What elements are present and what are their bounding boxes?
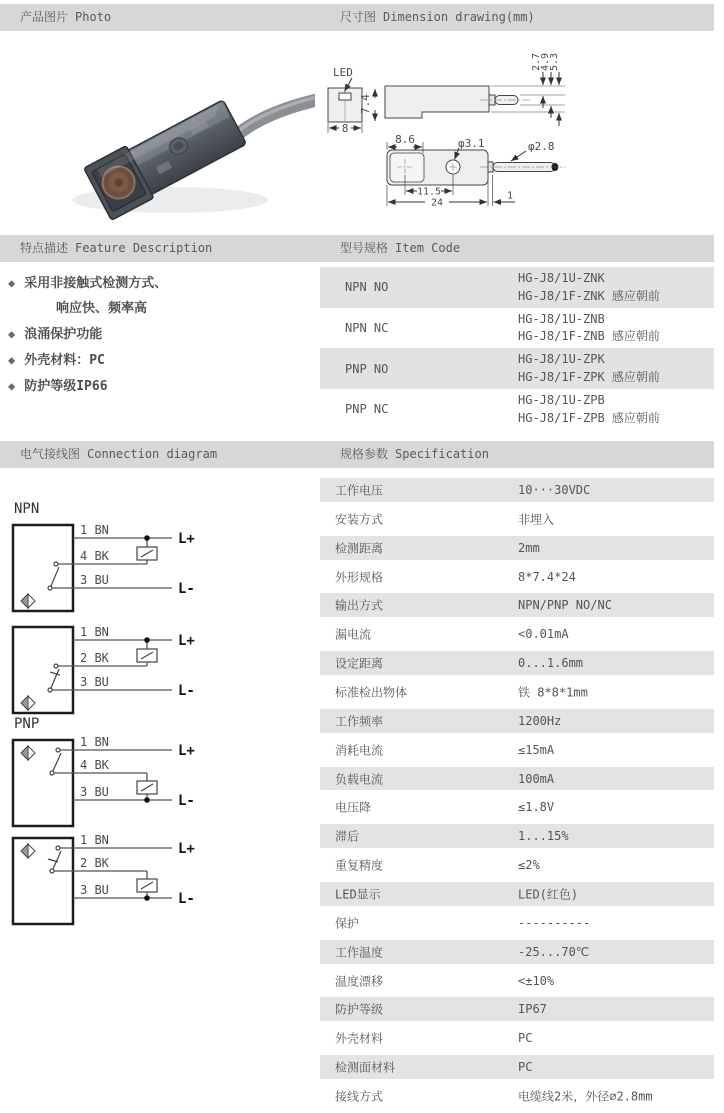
item-codes <box>518 392 660 427</box>
connection-title-en: Connection diagram <box>87 447 218 461</box>
item-code-line1: HG-J8/1U-ZNB <box>518 311 605 326</box>
spec-label: 工作电压 <box>335 483 384 498</box>
product-photo <box>5 42 315 227</box>
lminus-label: L- <box>178 581 195 597</box>
table-row <box>320 507 714 536</box>
dim-cable-dia: φ2.8 <box>528 140 555 153</box>
table-row <box>320 709 714 738</box>
spec-label: 外壳材料 <box>335 1031 384 1046</box>
table-row <box>320 593 714 622</box>
connection-title-zh: 电气接线图 <box>20 447 81 461</box>
dim-hole-dia: φ3.1 <box>458 137 485 150</box>
wire-label: 3 BU <box>80 883 109 897</box>
wire-label: 3 BU <box>80 785 109 799</box>
photo-title-en: Photo <box>75 10 112 24</box>
table-row <box>320 1055 714 1084</box>
spec-value: IP67 <box>518 1002 547 1017</box>
spec-label: 电压降 <box>335 800 372 815</box>
item-type: NPN NC <box>345 321 389 336</box>
junction-dot <box>144 895 150 901</box>
item-codes <box>518 351 660 386</box>
npn-group-label: NPN <box>14 501 40 517</box>
spec-value: 电缆线2米，外径∅2.8mm <box>518 1089 653 1104</box>
diamond-bullet-icon: ◆ <box>8 353 16 367</box>
table-row <box>320 969 714 998</box>
wiring-diagram-pnp-nc <box>10 831 240 931</box>
table-row <box>320 824 714 853</box>
spec-value: 2mm <box>518 540 540 555</box>
feature-bullet-1-text: 采用非接触式检测方式、 <box>24 276 168 291</box>
feature-title-zh: 特点描述 <box>20 241 69 255</box>
item-type: PNP NO <box>345 361 389 376</box>
feature-bullet-2-text: 浪涌保护功能 <box>24 327 103 342</box>
spec-value: ≤2% <box>518 858 540 873</box>
item-code-line2: HG-J8/1F-ZNK 感应朝前 <box>518 288 660 303</box>
wire-label: 1 BN <box>80 735 109 749</box>
wire-label: 4 BK <box>80 758 109 772</box>
table-row <box>320 853 714 882</box>
wire-label: 2 BK <box>80 856 109 870</box>
led-label: LED <box>333 66 353 79</box>
table-row <box>320 348 714 389</box>
spec-label: 重复精度 <box>335 858 384 873</box>
connection-section-title <box>20 441 217 468</box>
top-view-head <box>390 153 424 182</box>
table-row <box>320 536 714 565</box>
led-window <box>339 93 351 100</box>
feature-bullet-1-line2-text: 响应快、频率高 <box>56 301 148 316</box>
dimension-drawing <box>325 50 720 230</box>
table-row <box>320 651 714 680</box>
spec-label: 负载电流 <box>335 772 384 787</box>
itemcode-title-en: Item Code <box>395 241 461 255</box>
table-row <box>320 882 714 911</box>
feature-bullet-2 <box>8 323 102 342</box>
itemcode-title-zh: 型号规格 <box>340 241 389 255</box>
photo-section-title <box>20 4 111 31</box>
spec-label: 滞后 <box>335 829 360 844</box>
feature-bullet-1-line2 <box>56 297 147 316</box>
item-type: PNP NC <box>345 402 389 417</box>
table-row <box>320 267 714 308</box>
wiring-diagram-npn-nc <box>10 620 240 720</box>
spec-value: <±10% <box>518 973 555 988</box>
dimension-title-en: Dimension drawing(mm) <box>383 10 535 24</box>
feature-bullet-3-text: 外壳材料：PC <box>24 353 105 368</box>
junction-dot <box>144 797 150 803</box>
spec-title-zh: 规格参数 <box>340 447 389 461</box>
spec-value: ≤15mA <box>518 742 555 757</box>
item-code-line2: HG-J8/1F-ZPK 感应朝前 <box>518 369 660 384</box>
junction-dot <box>144 637 150 643</box>
table-row <box>320 911 714 940</box>
spec-label: 工作频率 <box>335 714 384 729</box>
spec-label: 检测距离 <box>335 541 384 556</box>
lminus-label: L- <box>178 891 195 907</box>
wire-label: 3 BU <box>80 675 109 689</box>
wiring-diagram-pnp-no <box>10 733 240 833</box>
lminus-label: L- <box>178 793 195 809</box>
spec-label: 外形规格 <box>335 570 384 584</box>
dimension-section-title <box>340 4 535 31</box>
item-code-table <box>320 267 714 430</box>
specification-table <box>320 478 714 1113</box>
table-row <box>320 1084 714 1113</box>
feature-section-title <box>20 235 212 262</box>
table-row <box>320 478 714 507</box>
spec-value: PC <box>518 1031 533 1046</box>
side-view-body <box>385 86 489 118</box>
spec-value: -25...70℃ <box>518 944 590 959</box>
dim-side-height: 7.4 <box>359 94 372 114</box>
spec-label: 设定距离 <box>335 656 384 671</box>
wiring-diagram-npn-no <box>10 518 240 618</box>
spec-label: LED显示 <box>335 887 381 902</box>
spec-value: LED(红色) <box>518 887 579 902</box>
spec-value: 非埋入 <box>518 512 555 527</box>
wire-label: 1 BN <box>80 523 109 537</box>
dim-body-length: 24 <box>430 197 444 209</box>
dim-offset3: 5.3 <box>549 52 560 72</box>
item-code-line1: HG-J8/1U-ZNK <box>518 271 605 285</box>
spec-value: <0.01mA <box>518 627 569 642</box>
table-row <box>320 308 714 349</box>
header-band-photo-dimension <box>0 4 714 31</box>
spec-label: 检测面材料 <box>335 1060 396 1075</box>
feature-bullet-4 <box>8 375 108 394</box>
table-row <box>320 997 714 1026</box>
spec-value: 铁 8*8*1mm <box>518 685 588 700</box>
spec-label: 消耗电流 <box>335 743 384 758</box>
cable-leader-arrow <box>511 151 526 161</box>
spec-section-title <box>340 441 489 468</box>
lplus-label: L+ <box>178 531 195 547</box>
wire-label: 3 BU <box>80 573 109 587</box>
item-type: NPN NO <box>345 280 389 295</box>
header-band-connection-spec <box>0 441 714 468</box>
spec-value: 10···30VDC <box>518 482 591 497</box>
wire-label: 1 BN <box>80 833 109 847</box>
item-code-line2: HG-J8/1F-ZPB 感应朝前 <box>518 410 660 425</box>
item-code-line1: HG-J8/1U-ZPB <box>518 393 605 408</box>
spec-value: ---------- <box>518 915 591 930</box>
lplus-label: L+ <box>178 841 195 857</box>
spec-value: 1...15% <box>518 829 569 844</box>
table-row <box>320 565 714 594</box>
spec-value: 0...1.6mm <box>518 656 584 671</box>
spec-label: 接线方式 <box>335 1089 384 1104</box>
item-code-line1: HG-J8/1U-ZPK <box>518 352 605 367</box>
dim-front-width: 8 <box>341 122 349 135</box>
spec-label: 温度漂移 <box>335 974 384 989</box>
junction-dot <box>144 535 150 541</box>
spec-label: 漏电流 <box>335 627 372 642</box>
item-codes <box>518 311 660 346</box>
spec-value: ≤1.8V <box>518 800 555 815</box>
dim-tail: 1 <box>507 190 514 202</box>
lplus-label: L+ <box>178 633 195 649</box>
wire-label: 2 BK <box>80 651 109 665</box>
feature-bullet-1 <box>8 272 167 291</box>
table-row <box>320 622 714 651</box>
wire-label: 4 BK <box>80 549 109 563</box>
spec-label: 保护 <box>335 916 360 931</box>
table-row <box>320 389 714 430</box>
item-codes <box>518 270 660 305</box>
table-row <box>320 1026 714 1055</box>
spec-label: 输出方式 <box>335 598 384 613</box>
pnp-group-label: PNP <box>14 716 40 732</box>
wire-label: 1 BN <box>80 625 109 639</box>
dim-offset1: 2.7 <box>531 52 542 72</box>
dimension-title-zh: 尺寸图 <box>340 10 377 24</box>
spec-label: 标准检出物体 <box>335 685 408 700</box>
dim-hole-offset: 11.5 <box>416 186 442 198</box>
feature-bullet-4-text: 防护等级IP66 <box>24 379 108 394</box>
feature-bullet-3 <box>8 349 105 368</box>
lplus-label: L+ <box>178 743 195 759</box>
spec-value: 1200Hz <box>518 713 562 728</box>
dim-offset2: 4.9 <box>540 52 551 72</box>
table-row <box>320 738 714 767</box>
dim-head-width: 8.6 <box>395 133 415 146</box>
spec-label: 安装方式 <box>335 512 384 527</box>
table-row <box>320 795 714 824</box>
itemcode-section-title <box>340 235 460 262</box>
photo-title-zh: 产品图片 <box>20 10 69 24</box>
header-band-feature-itemcode <box>0 235 714 262</box>
spec-value: NPN/PNP NO/NC <box>518 598 612 613</box>
table-row <box>320 940 714 969</box>
feature-title-en: Feature Description <box>75 241 213 255</box>
spec-title-en: Specification <box>395 447 489 461</box>
diamond-bullet-icon: ◆ <box>8 276 16 290</box>
item-code-line2: HG-J8/1F-ZNB 感应朝前 <box>518 329 660 344</box>
lminus-label: L- <box>178 683 195 699</box>
spec-value: 8*7.4*24 <box>518 569 576 584</box>
table-row <box>320 767 714 796</box>
diamond-bullet-icon: ◆ <box>8 327 16 341</box>
diamond-bullet-icon: ◆ <box>8 379 16 393</box>
spec-value: PC <box>518 1060 533 1075</box>
table-row <box>320 680 714 709</box>
spec-value: 100mA <box>518 771 555 786</box>
spec-label: 工作温度 <box>335 945 384 960</box>
spec-label: 防护等级 <box>335 1002 384 1017</box>
sensor-cable <box>232 100 315 139</box>
